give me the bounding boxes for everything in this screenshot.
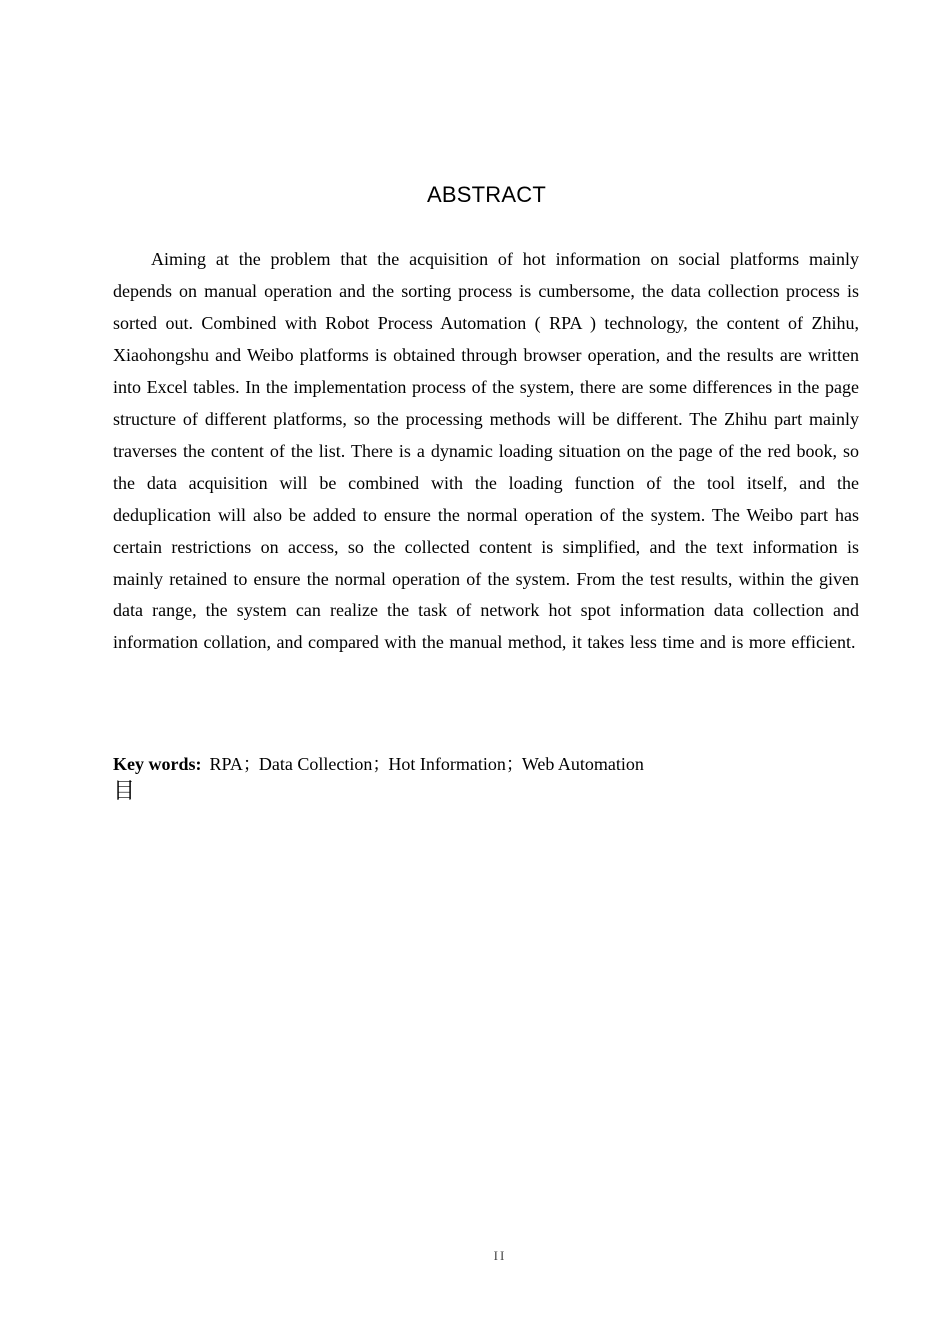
keyword-item: Data Collection <box>258 754 373 774</box>
keywords-label: Key words: <box>113 754 202 774</box>
keyword-separator: ； <box>372 754 391 774</box>
page-number: II <box>493 1248 507 1263</box>
keyword-item: RPA <box>209 754 243 774</box>
keywords-line <box>113 750 873 778</box>
keyword-item: Web Automation <box>521 754 644 774</box>
abstract-title: ABSTRACT <box>427 182 546 207</box>
keyword-item: Hot Information <box>388 754 506 774</box>
abstract-body: Aiming at the problem that the acquisition of hot information on social platforms mainly depends on manual operation and the sorting process is cumbersome, the data collection process is sorted out. Combined with Robot Process Automation ( RPA ) technology, the content of Zhihu, Xiaohongshu and Weibo platforms is obtained through browser operation, and the results are written into Excel tables. In the implementation process of the system, there are some differences in the page structure of different platforms, so the processing methods will be different. The Zhihu part mainly traverses the content of the list. There is a dynamic loading situation on the page of the red book, so the data acquisition will be combined with the loading function of the tool itself, and the deduplication will also be added to ensure the normal operation of the system. The Weibo part has certain restrictions on access, so the collected content is simplified, and the text information is mainly retained to ensure the normal operation of the system. From the test results, within the given data range, the system can realize the task of network hot spot information data collection and information collation, and compared with the manual method, it takes less time and is more efficient. <box>113 249 859 653</box>
keyword-separator: ； <box>505 754 524 774</box>
toc-heading-fragment: 目 <box>113 779 136 804</box>
keyword-separator: ； <box>242 754 261 774</box>
